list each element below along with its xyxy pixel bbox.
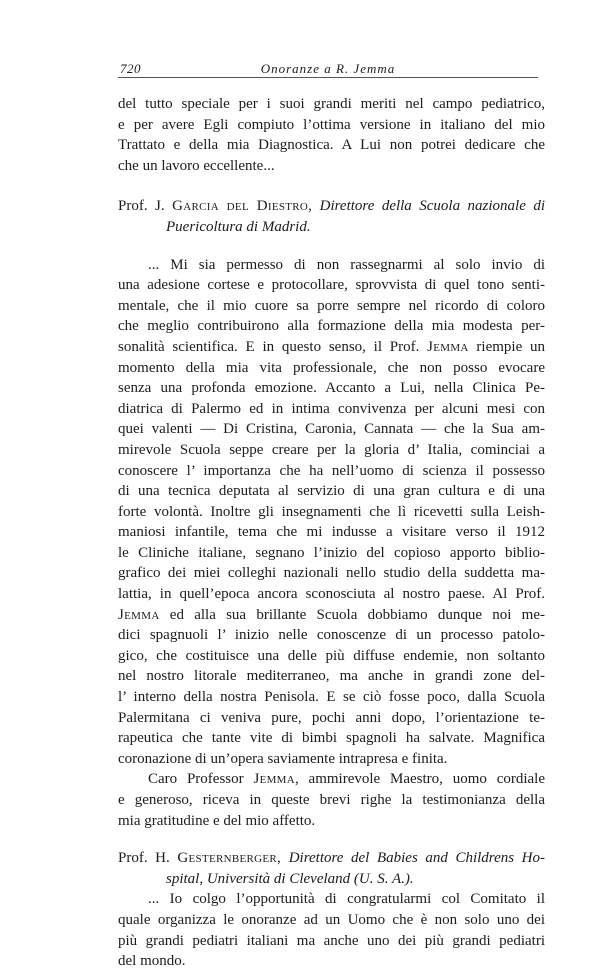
text-line: conoscere l’ importanza che ha nell’uomo di scienza il possesso [118, 462, 545, 479]
running-header [118, 55, 538, 78]
heading-line [118, 196, 545, 217]
text-line: e per avere Egli compiuto l’ottima versione in italiano del mio [118, 116, 545, 133]
text-line: ... Io colgo l’opportunità di congratularmi col Comitato il [148, 891, 545, 908]
text-line: dici spagnuoli l’ inizio nelle conoscenze di un processo patolo- [118, 627, 545, 644]
heading-prefix: Prof. J. [118, 198, 173, 215]
page-body [118, 94, 545, 972]
signatory-title: Direttore del Babies and Childrens Ho- [288, 850, 546, 867]
signatory-title-cont: spital, Università di Cleveland (U. S. A.). [166, 870, 414, 887]
text-line: l’ interno della nostra Penisola. E se ciò fosse poco, dalla Scuola [118, 689, 545, 706]
text-line [118, 769, 545, 790]
section-spacer [118, 238, 545, 255]
text-line: le Cliniche italiane, segnano l’inizio del copioso apporto biblio- [118, 544, 545, 561]
person-name: Jemma [118, 606, 160, 623]
text-line [118, 337, 545, 358]
letter-gesternberger [118, 889, 545, 971]
text-run: riempie un [468, 338, 545, 355]
heading-prefix: Prof. H. [118, 850, 178, 867]
text-run: ed alla sua brillante Scuola dobbiamo dunque noi me- [159, 606, 545, 623]
signatory-heading-garcia [118, 196, 545, 237]
text-line: Trattato e della mia Diagnostica. A Lui non potrei dedicare che [118, 137, 545, 154]
text-line: grafico dei miei colleghi nazionali nello studio della suddetta ma- [118, 565, 545, 582]
text-line: diatrica di Palermo ed in intima convivenza per alcuni mesi con [118, 400, 545, 417]
text-line: gico, che costituisce una delle più diffuse endemie, non soltanto [118, 647, 545, 664]
text-line: che meglio contribuirono alla formazione della mia modesta per- [118, 318, 545, 335]
text-line: rapeutica che tante vite di bimbi spagnoli ha salvate. Magnifica [118, 730, 545, 747]
person-name: Jemma [253, 771, 295, 788]
text-line: di una tecnica deputata al servizio di una gran cultura e di una [118, 483, 545, 500]
section-spacer [118, 831, 545, 848]
text-line: del tutto speciale per i suoi grandi meriti nel campo pediatrico, [118, 96, 545, 112]
paragraph-continuation [118, 94, 545, 176]
text-line: Palermitana ci veniva pure, pochi anni dopo, l’orientazione te- [118, 709, 545, 726]
signatory-title: Direttore della Scuola nazionale di [319, 198, 545, 215]
text-line: coronazione di un’opera saviamente intrapresa e finita. [118, 750, 448, 767]
signatory-heading-gesternberger [118, 848, 545, 889]
text-line [118, 605, 545, 626]
signatory-name: Garcia del Diestro, [172, 198, 313, 215]
heading-line [118, 848, 545, 869]
text-line: senza una profonda emozione. Accanto a Lui, nella Clinica Pe- [118, 380, 545, 397]
text-line: più grandi pediatri italiani ma anche uno dei più grandi pediatri [118, 932, 545, 949]
text-line: mentale, che il mio cuore sa porre sempre nel ricordo di coloro [118, 297, 545, 314]
running-title: Onoranze a R. Jemma [260, 61, 396, 76]
letter-garcia [118, 255, 545, 832]
text-line: momento della mia vita professionale, che non posso evocare [118, 359, 545, 376]
text-line: una adesione cortese e protocollare, sprovvista di quel tono senti- [118, 277, 545, 294]
text-line: del mondo. [118, 953, 186, 970]
text-line: maniosi infantile, tema che mi indusse a visitare verso il 1912 [118, 524, 545, 541]
text-line: ... Mi sia permesso di non rassegnarmi al solo invio di [148, 256, 545, 273]
text-line: nel nostro litorale mediterraneo, ma anche in grandi zone del- [118, 668, 545, 685]
text-line: che un lavoro eccellente... [118, 157, 275, 174]
text-line: mirevole Scuola seppe creare per la gloria d’ Italia, cominciai a [118, 441, 545, 458]
text-line: mia gratitudine e del mio affetto. [118, 812, 316, 829]
text-run: , ammirevole Maestro, uomo cordiale [295, 771, 545, 788]
text-line: quale organizza le onoranze ad un Uomo che è non solo uno dei [118, 911, 545, 928]
text-run: sonalità scientifica. E in questo senso, il Prof. [118, 338, 428, 355]
text-line: e generoso, riceva in queste brevi righe la testimonianza della [118, 792, 545, 808]
text-line: forte volontà. Inoltre gli insegnamenti che lì ricevetti sulla Leish- [118, 503, 545, 520]
text-line: lattia, in quell’epoca ancora sconosciuta al nostro paese. Al Prof. [118, 586, 545, 603]
text-line: quei valenti — Di Cristina, Caronia, Cannata — che la Sua am- [118, 421, 545, 438]
heading-line [118, 217, 545, 238]
section-spacer [118, 176, 545, 196]
signatory-title-cont: Puericoltura di Madrid. [166, 218, 311, 235]
signatory-name: Gesternberger, [177, 850, 282, 867]
text-run: Caro Professor [148, 771, 254, 788]
page-number: 720 [120, 61, 141, 76]
heading-line [118, 869, 545, 890]
person-name: Jemma [427, 338, 469, 355]
